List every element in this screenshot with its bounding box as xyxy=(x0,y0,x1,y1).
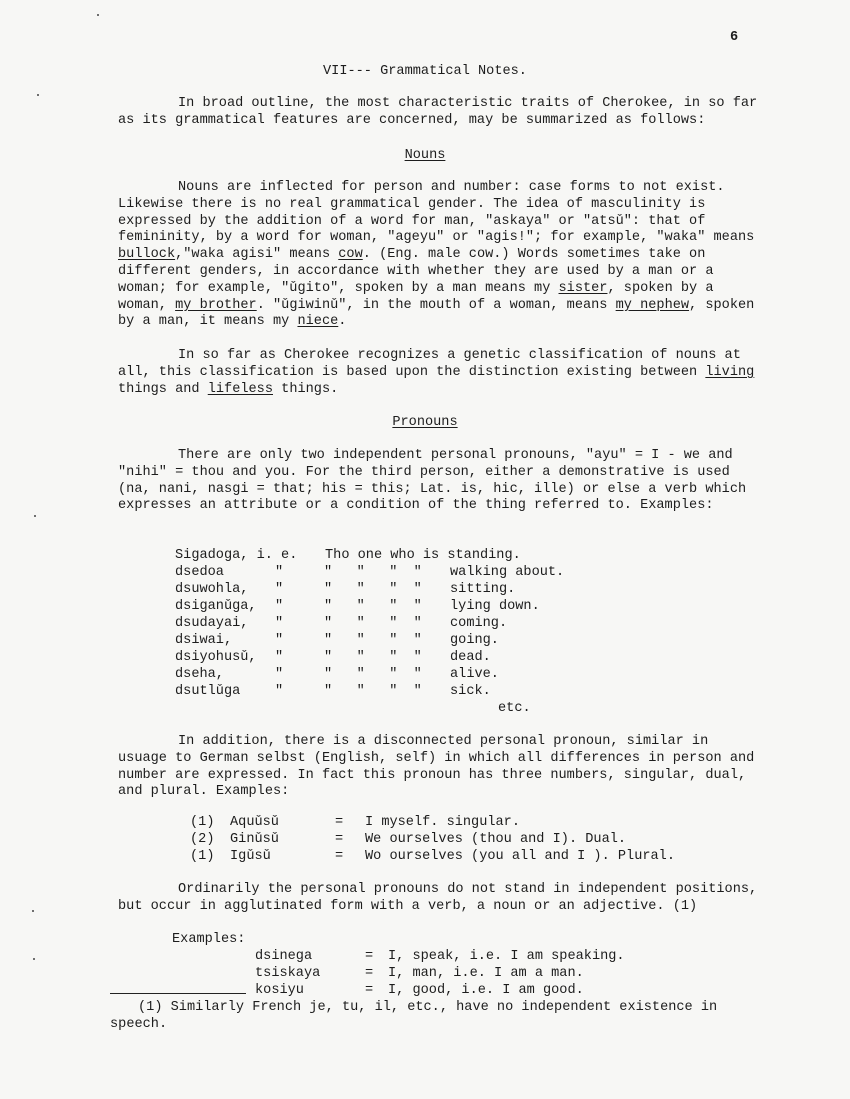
example-gloss: coming. xyxy=(450,616,508,631)
equals-sign: = xyxy=(365,983,374,998)
example-word: dsedoa xyxy=(175,565,224,580)
equals-sign: = xyxy=(335,815,344,830)
example-word: Ginǔsǔ xyxy=(230,832,279,847)
example-gloss: sitting. xyxy=(450,582,516,597)
pronouns-paragraph-1: There are only two independent personal pronouns, "ayu" = I - we and "nihi" = thou and you. For the third person, either a demonstrative is used (na, nani, nasgi = that; his = this; Lat. is, hic, ille) or else a verb which expresses an attribute or a condition of the thing referred to. Examples: xyxy=(118,448,747,514)
nouns-paragraph-2: In so far as Cherokee recognizes a genetic classification of nouns at all, this classification is based upon the distinction existing between living things and lifeless things. xyxy=(118,348,755,397)
example-gloss: I, man, i.e. I am a man. xyxy=(388,966,584,981)
example-gloss: dead. xyxy=(450,650,491,665)
example-gloss: I myself. singular. xyxy=(365,815,520,830)
example-row: Sigadoga, i. e. xyxy=(175,548,298,563)
example-word: dsiwai, xyxy=(175,633,233,648)
nouns-heading: Nouns xyxy=(404,148,446,163)
ditto-marks: " " " " " xyxy=(275,582,422,597)
example-word: Igǔsǔ xyxy=(230,849,271,864)
example-gloss: going. xyxy=(450,633,499,648)
pronouns-paragraph-2: In addition, there is a disconnected personal pronoun, similar in usuage to German selbst (English, self) in which all differences in person and number are expressed. In fact this pronoun has three numbers, singular, dual, and plural. Examples: xyxy=(118,734,755,800)
example-gloss: Wo ourselves (you all and I ). Plural. xyxy=(365,849,675,864)
example-gloss: lying down. xyxy=(450,599,540,614)
example-gloss: Tho one who is standing. xyxy=(325,548,521,563)
pronouns-heading: Pronouns xyxy=(392,415,458,430)
intro-paragraph: In broad outline, the most characteristic traits of Cherokee, in so far as its grammatical features are concerned, may be summarized as follows: xyxy=(118,96,758,128)
example-number: (2) xyxy=(190,832,215,847)
equals-sign: = xyxy=(365,966,374,981)
example-word: dsiganǔga, xyxy=(175,599,257,614)
example-word: dsuwohla, xyxy=(175,582,249,597)
ditto-marks: " " " " " xyxy=(275,650,422,665)
etc-label: etc. xyxy=(498,701,531,716)
example-gloss: I, good, i.e. I am good. xyxy=(388,983,584,998)
ditto-marks: " " " " " xyxy=(275,633,422,648)
examples-label: Examples: xyxy=(172,932,246,947)
scan-speck xyxy=(34,515,36,517)
example-word: dsutlǔga xyxy=(175,684,241,699)
ditto-marks: " " " " " xyxy=(275,599,422,614)
ditto-marks: " " " " " xyxy=(275,565,422,580)
example-word: Aquǔsǔ xyxy=(230,815,279,830)
ditto-marks: " " " " " xyxy=(275,616,422,631)
example-gloss: walking about. xyxy=(450,565,565,580)
example-word: dseha, xyxy=(175,667,224,682)
example-word: dsudayai, xyxy=(175,616,249,631)
scan-speck xyxy=(32,910,34,912)
scan-speck xyxy=(97,14,99,16)
footnote-rule xyxy=(110,993,246,994)
ditto-marks: " " " " " xyxy=(275,684,422,699)
scan-speck xyxy=(37,94,39,96)
example-number: (1) xyxy=(190,815,215,830)
example-gloss: sick. xyxy=(450,684,491,699)
example-word: tsiskaya xyxy=(255,966,321,981)
example-gloss: We ourselves (thou and I). Dual. xyxy=(365,832,627,847)
equals-sign: = xyxy=(335,832,344,847)
example-gloss: alive. xyxy=(450,667,499,682)
example-word: dsiyohusǔ, xyxy=(175,650,257,665)
equals-sign: = xyxy=(335,849,344,864)
page-title: VII--- Grammatical Notes. xyxy=(323,64,527,79)
pronouns-paragraph-3: Ordinarily the personal pronouns do not stand in independent positions, but occur in agglutinated form with a verb, a noun or an adjective. (1) xyxy=(118,882,758,914)
example-gloss: I, speak, i.e. I am speaking. xyxy=(388,949,625,964)
nouns-paragraph-1: Nouns are inflected for person and number: case forms to not exist. Likewise there is no real grammatical gender. The idea of masculinity is expressed by the addition of a word for man, "askaya" or "atsǔ": that of femininity, by a word for woman, "ageyu" or "agis!"; for example, "waka" means bullock,"waka agisi" means cow. (Eng. male cow.) Words sometimes take on different genders, in accordance with whether they are used by a man or a woman; for example, "ǔgito", spoken by a man means my sister, spoken by a woman, my brother. "ǔgiwinǔ", in the mouth of a woman, means my nephew, spoken by a man, it means my niece. xyxy=(118,180,755,330)
page-number: 6 xyxy=(730,30,739,45)
ditto-marks: " " " " " xyxy=(275,667,422,682)
scan-speck xyxy=(33,958,35,960)
example-word: dsinega xyxy=(255,949,313,964)
footnote: (1) Similarly French je, tu, il, etc., have no independent existence in speech. xyxy=(110,1000,718,1032)
example-number: (1) xyxy=(190,849,215,864)
example-word: kosiyu xyxy=(255,983,304,998)
equals-sign: = xyxy=(365,949,374,964)
